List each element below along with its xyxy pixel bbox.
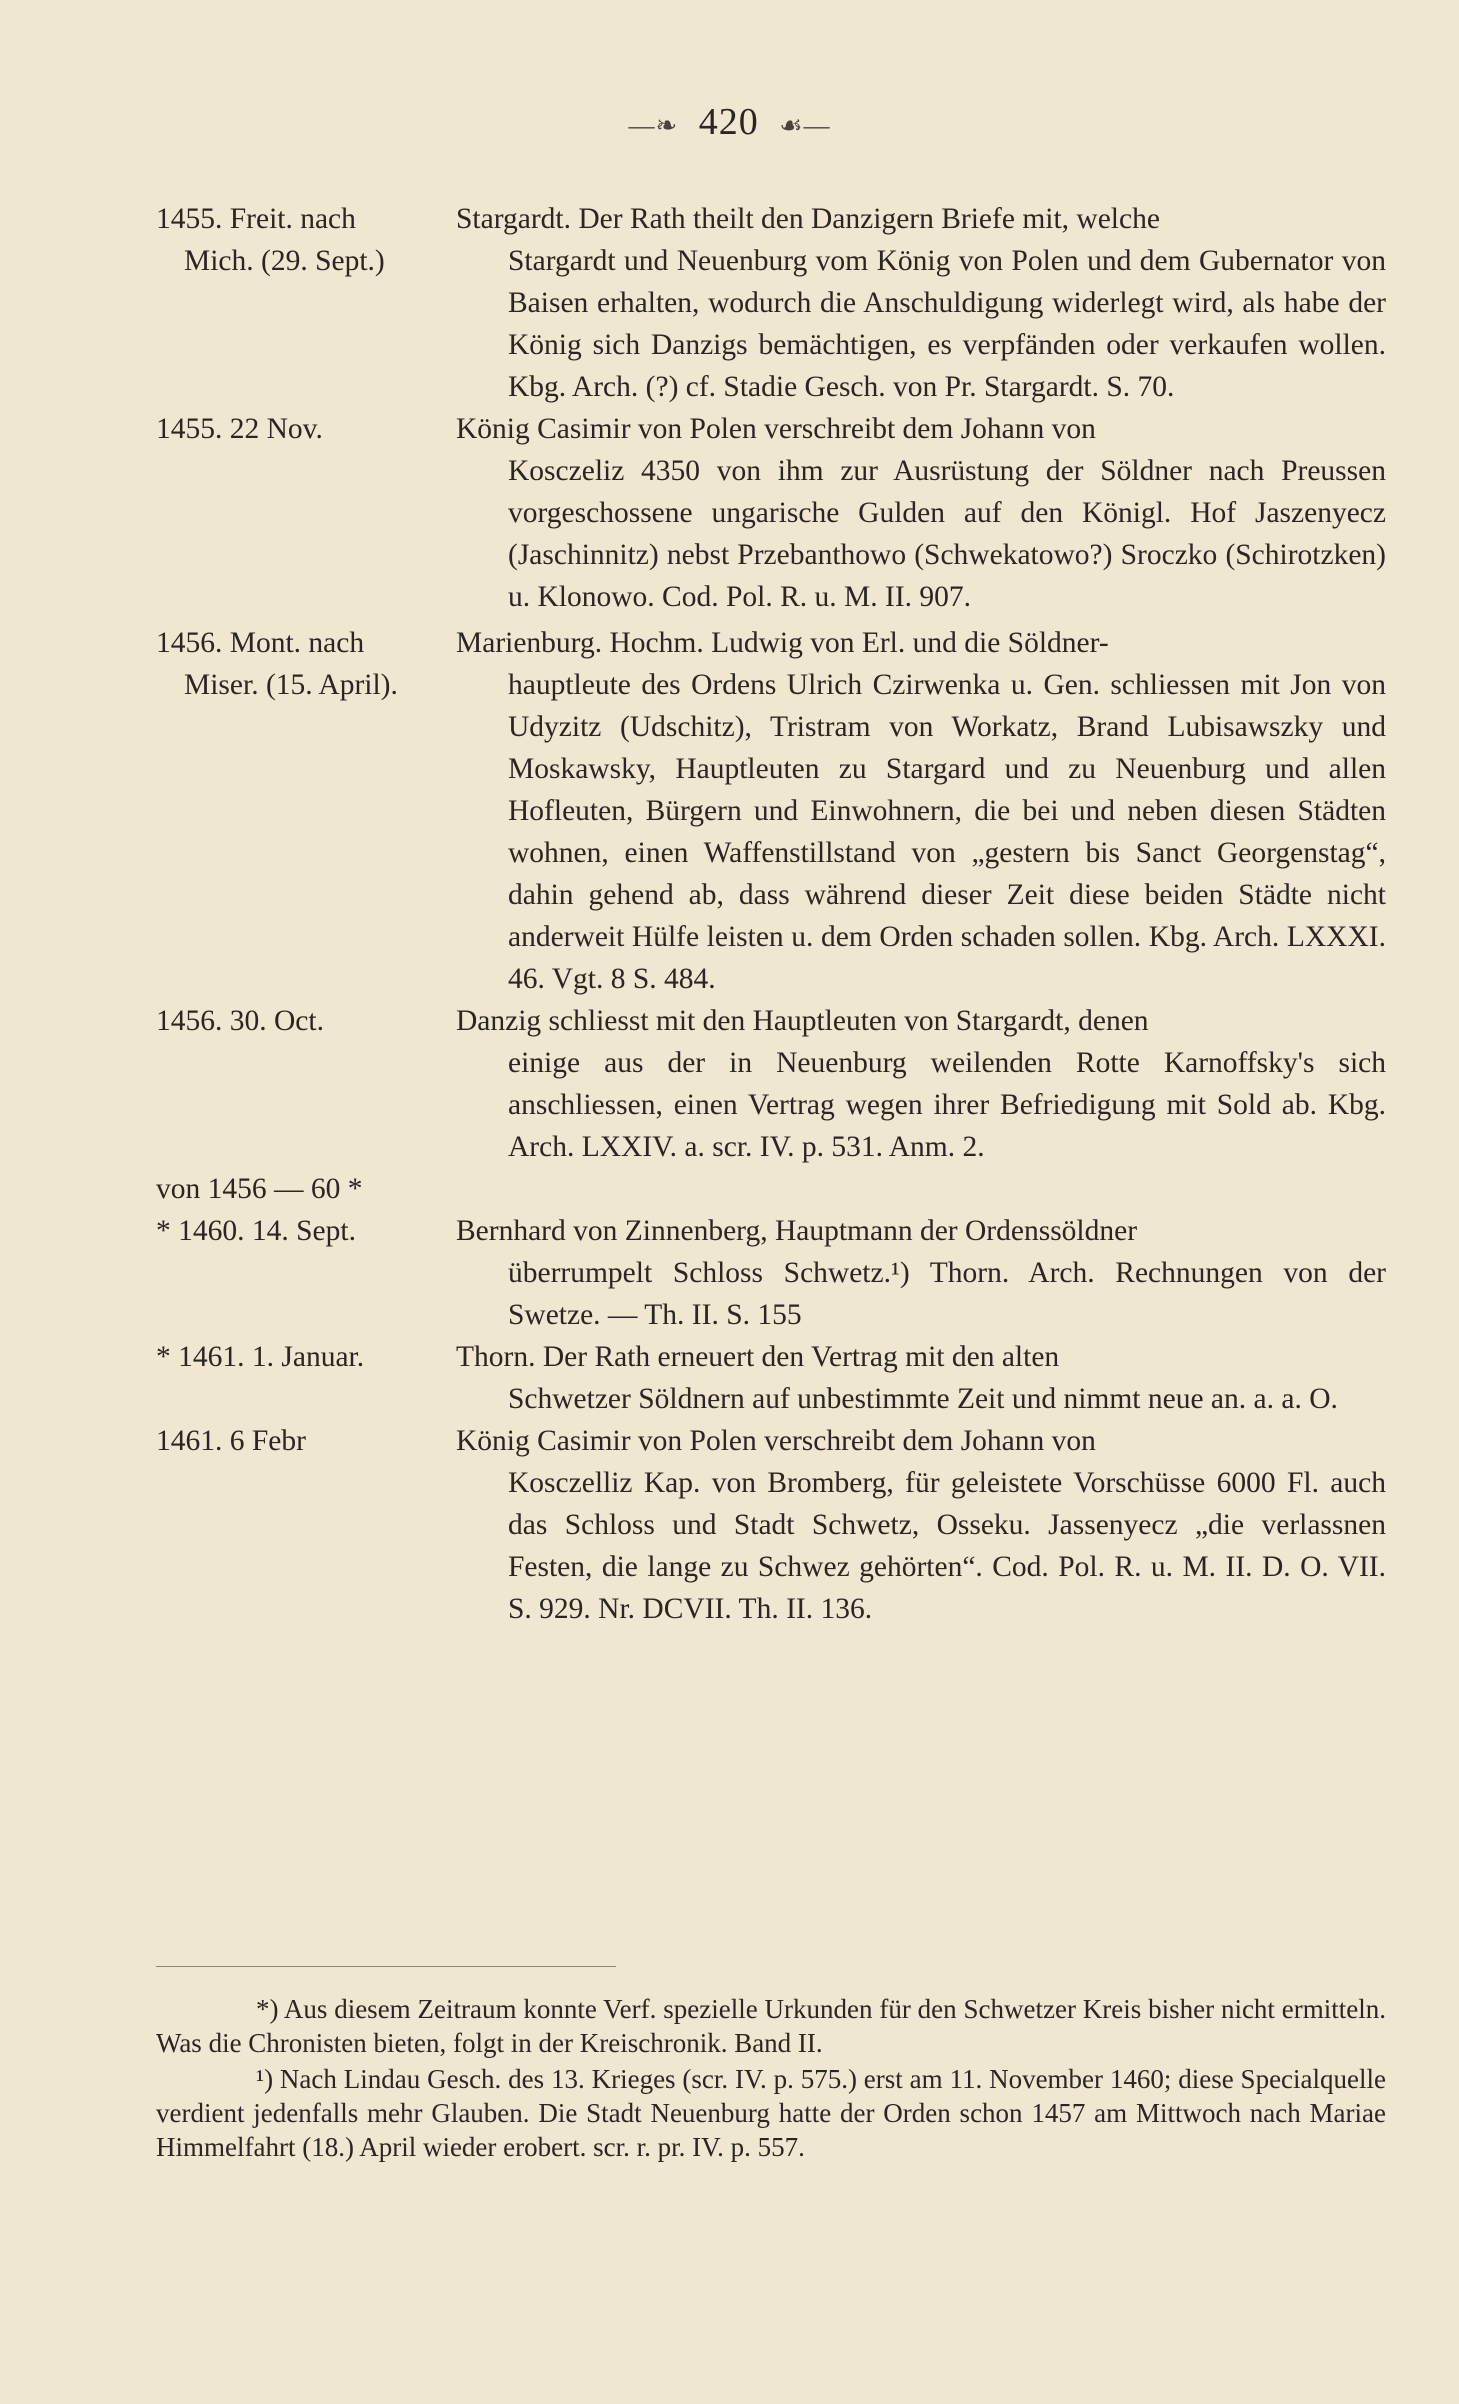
entry-date-line2: Miser. (15. April). (184, 669, 398, 701)
footnote-1: ¹) Nach Lindau Gesch. des 13. Krieges (scr. IV. p. 575.) erst am 11. November 1460; diese Specialquelle verdient jedenfalls mehr Glauben. Die Stadt Neuenburg hatte der Orden schon 1457 am Mittwoch nach Mariae Himmelfahrt (18.) April wieder erobert. scr. r. pr. IV. p. 557. (156, 2064, 1386, 2162)
entry-date: * 1460. 14. Sept. (156, 1215, 356, 1247)
entry-first-line: König Casimir von Polen verschreibt dem Johann von (456, 1425, 1096, 1457)
entry-date: 1455. Freit. nach (156, 203, 356, 235)
entry-date: 1455. 22 Nov. (156, 413, 323, 445)
entry-1461-jan (156, 1336, 1386, 1420)
entry-first-line: Thorn. Der Rath erneuert den Vertrag mit den alten (456, 1341, 1060, 1373)
entry-1456-oct (156, 1000, 1386, 1168)
entry-date: * 1461. 1. Januar. (156, 1341, 365, 1373)
entry-1455-nov (156, 408, 1386, 618)
footnote-rule (156, 1966, 616, 1967)
page-header (0, 100, 1459, 144)
entry-text: überrumpelt Schloss Schwetz.¹) Thorn. Arch. Rechnungen von der Swetze. — Th. II. S. 155 (508, 1257, 1386, 1331)
right-ornament: ☙— (779, 111, 831, 140)
entry-1460-sept (156, 1210, 1386, 1336)
entry-text: Stargardt und Neuenburg vom König von Polen und dem Gubernator von Baisen erhalten, wodurch die Anschuldigung widerlegt wird, als habe der König sich Danzigs bemächtigen, es verpfänden oder verkaufen wollen. Kbg. Arch. (?) cf. Stadie Gesch. von Pr. Stargardt. S. 70. (508, 245, 1386, 403)
entry-date: 1461. 6 Febr (156, 1425, 306, 1457)
entry-first-line: König Casimir von Polen verschreibt dem Johann von (456, 413, 1096, 445)
footnotes (156, 1992, 1386, 2166)
footnote-star: *) Aus diesem Zeitraum konnte Verf. spezielle Urkunden für den Schwetzer Kreis bisher nicht ermitteln. Was die Chronisten bieten, folgt in der Kreischronik. Band II. (156, 1994, 1386, 2058)
entry-text: einige aus der in Neuenburg weilenden Rotte Karnoffsky's sich anschliessen, einen Vertrag wegen ihrer Befriedigung mit Sold ab. Kbg. Arch. LXXIV. a. scr. IV. p. 531. Anm. 2. (508, 1047, 1386, 1163)
entry-first-line: Stargardt. Der Rath theilt den Danzigern Briefe mit, welche (456, 203, 1160, 235)
entry-first-line: Marienburg. Hochm. Ludwig von Erl. und die Söldner- (456, 627, 1109, 659)
entry-date: 1456. 30. Oct. (156, 1005, 324, 1037)
entry-date-line2: Mich. (29. Sept.) (184, 245, 385, 277)
entry-first-line: Bernhard von Zinnenberg, Hauptmann der Ordenssöldner (456, 1215, 1138, 1247)
page-number: 420 (698, 101, 759, 143)
left-ornament: —❧ (628, 111, 679, 140)
entry-text: Kosczelliz Kap. von Bromberg, für geleistete Vorschüsse 6000 Fl. auch das Schloss und Stadt Schwetz, Osseku. Jassenyecz „die verlassnen Festen, die lange zu Schwez gehörten“. Cod. Pol. R. u. M. II. D. O. VII. S. 929. Nr. DCVII. Th. II. 136. (508, 1467, 1386, 1625)
main-text (156, 198, 1386, 1630)
entry-1456-april (156, 622, 1386, 1000)
entry-1461-feb (156, 1420, 1386, 1630)
entry-1455-sept (156, 198, 1386, 408)
entry-text: Kosczeliz 4350 von ihm zur Ausrüstung der Söldner nach Preussen vorgeschossene ungarische Gulden auf den Königl. Hof Jaszenyecz (Jaschinnitz) nebst Przebanthowo (Schwekatowo?) Sroczko (Schirotzken) u. Klonowo. Cod. Pol. R. u. M. II. 907. (508, 455, 1386, 613)
entry-text: Schwetzer Söldnern auf unbestimmte Zeit und nimmt neue an. a. a. O. (508, 1383, 1338, 1415)
section-note: von 1456 — 60 * (156, 1173, 363, 1205)
entry-date: 1456. Mont. nach (156, 627, 365, 659)
entry-text: hauptleute des Ordens Ulrich Czirwenka u. Gen. schliessen mit Jon von Udyzitz (Udschitz), Tristram von Workatz, Brand Lubisawszky und Moskawsky, Hauptleuten zu Stargard und zu Neuenburg und allen Hofleuten, Bürgern und Einwohnern, die bei und neben diesen Städten wohnen, einen Waffenstillstand von „gestern bis Sanct Georgenstag“, dahin gehend ab, dass während dieser Zeit diese beiden Städte nicht anderweit Hülfe leisten u. dem Orden schaden sollen. Kbg. Arch. LXXXI. 46. Vgt. 8 S. 484. (508, 669, 1386, 995)
entry-first-line: Danzig schliesst mit den Hauptleuten von Stargardt, denen (456, 1005, 1149, 1037)
